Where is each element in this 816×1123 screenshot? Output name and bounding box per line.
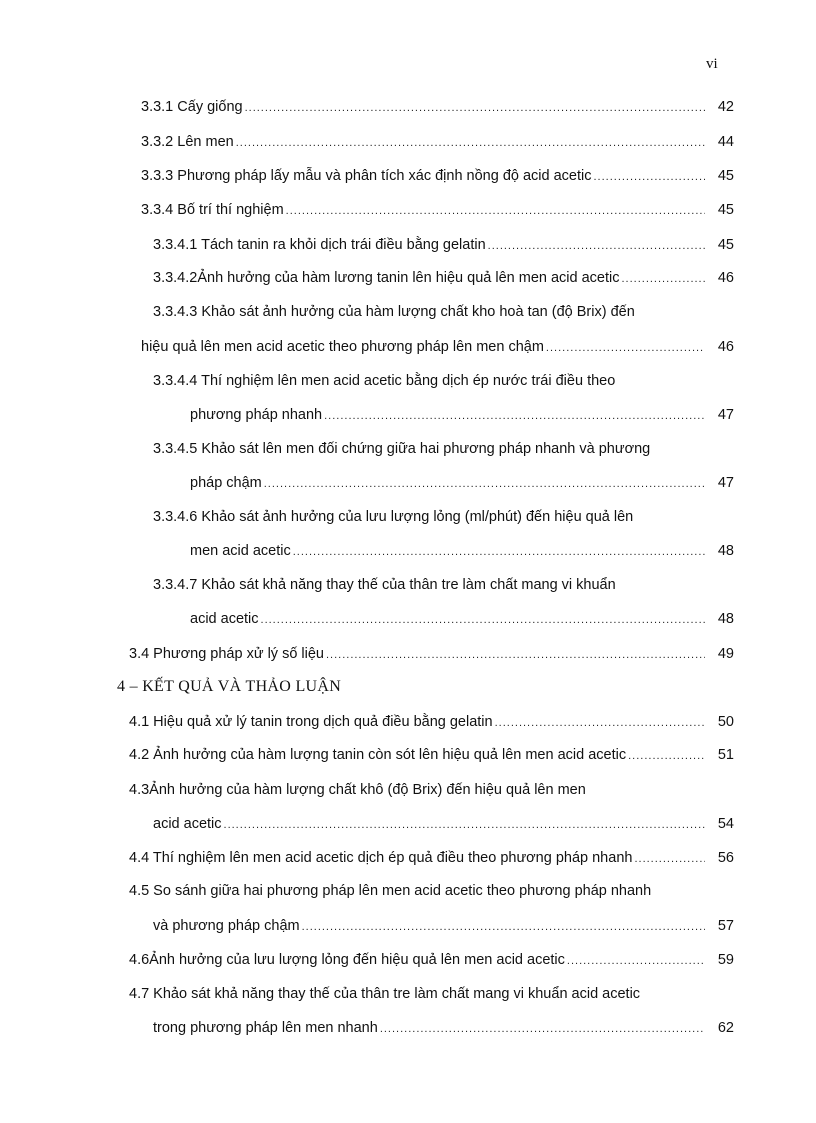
toc-entry[interactable]	[190, 541, 734, 562]
dot-leader	[245, 98, 705, 118]
toc-entry-label: 4.4 Thí nghiệm lên men acid acetic dịch ép quả điều theo phương pháp nhanh	[129, 850, 633, 866]
dot-leader	[293, 542, 705, 562]
toc-entry-page: 46	[717, 339, 734, 355]
toc-entry-page: 45	[717, 168, 734, 184]
toc-entry-label: 3.3.1 Cấy giống	[141, 99, 243, 115]
toc-entry-page: 47	[717, 475, 734, 491]
dot-leader	[495, 713, 705, 733]
toc-entry[interactable]	[129, 644, 734, 665]
dot-leader	[326, 645, 705, 665]
toc-entry-page: 46	[717, 270, 734, 286]
toc-entry[interactable]	[129, 712, 734, 733]
toc-entry-page: 42	[717, 99, 734, 115]
dot-leader	[628, 746, 705, 766]
toc-entry-page: 54	[717, 816, 734, 832]
toc-entry-label: và phương pháp chậm	[153, 918, 300, 934]
toc-entry[interactable]	[141, 200, 734, 221]
dot-leader	[380, 1019, 705, 1039]
toc-entry-label: acid acetic	[153, 816, 222, 832]
toc-entry[interactable]	[153, 814, 734, 835]
toc-entry-page: 48	[717, 543, 734, 559]
toc-entry-label: 4.1 Hiệu quả xử lý tanin trong dịch quả điều bằng gelatin	[129, 714, 493, 730]
page-number: vi	[706, 56, 718, 72]
dot-leader	[286, 201, 705, 221]
toc-entry[interactable]	[141, 337, 734, 358]
toc-entry[interactable]	[141, 166, 734, 187]
toc-entry-page: 45	[717, 237, 734, 253]
toc-entry-label: 3.3.4.1 Tách tanin ra khỏi dịch trái điều bằng gelatin	[153, 237, 486, 253]
dot-leader	[593, 167, 705, 187]
toc-entry-label: 3.3.4 Bố trí thí nghiệm	[141, 202, 284, 218]
toc-entry-page: 51	[717, 747, 734, 763]
toc-entry-label: trong phương pháp lên men nhanh	[153, 1020, 378, 1036]
toc-entry[interactable]	[141, 132, 734, 153]
dot-leader	[302, 917, 705, 937]
toc-entry[interactable]	[129, 848, 734, 869]
toc-entry-page: 49	[717, 646, 734, 662]
toc-entry-label-line1[interactable]: 4.3Ảnh hưởng của hàm lượng chất khô (độ Brix) đến hiệu quả lên men	[129, 782, 586, 798]
dot-leader	[634, 849, 705, 869]
toc-entry-label-line1[interactable]: 3.3.4.6 Khảo sát ảnh hưởng của lưu lượng lỏng (ml/phút) đến hiệu quả lên	[153, 509, 634, 525]
toc-entry-page: 50	[717, 714, 734, 730]
toc-entry-label: phương pháp nhanh	[190, 407, 323, 423]
chapter-heading[interactable]: 4 – KẾT QUẢ VÀ THẢO LUẬN	[117, 678, 342, 695]
toc-entry-label: 4.2 Ảnh hưởng của hàm lượng tanin còn sót lên hiệu quả lên men acid acetic	[129, 747, 627, 763]
toc-entry[interactable]	[129, 950, 734, 971]
toc-entry-label: 3.3.4.2Ảnh hưởng của hàm lương tanin lên hiệu quả lên men acid acetic	[153, 270, 620, 286]
toc-entry[interactable]	[190, 473, 734, 494]
toc-entry-label-line1[interactable]: 3.3.4.4 Thí nghiệm lên men acid acetic bằng dịch ép nước trái điều theo	[153, 373, 616, 389]
toc-entry-page: 47	[717, 407, 734, 423]
toc-entry[interactable]	[153, 235, 734, 256]
toc-entry-page: 56	[717, 850, 734, 866]
toc-entry-label-line1[interactable]: 3.3.4.7 Khảo sát khả năng thay thế của thân tre làm chất mang vi khuẩn	[153, 577, 616, 593]
dot-leader	[546, 338, 705, 358]
toc-entry-page: 62	[717, 1020, 734, 1036]
dot-leader	[488, 236, 705, 256]
toc-entry-label: hiệu quả lên men acid acetic theo phương pháp lên men chậm	[141, 339, 544, 355]
dot-leader	[264, 474, 705, 494]
toc-entry-page: 44	[717, 134, 734, 150]
toc-entry-label: men acid acetic	[190, 543, 291, 559]
toc-entry-label-line1[interactable]: 3.3.4.3 Khảo sát ảnh hưởng của hàm lượng chất kho hoà tan (độ Brix) đến	[153, 304, 635, 320]
toc-entry-page: 57	[717, 918, 734, 934]
toc-entry-label: 3.3.3 Phương pháp lấy mẫu và phân tích xác định nồng độ acid acetic	[141, 168, 592, 184]
toc-entry-label: acid acetic	[190, 611, 259, 627]
dot-leader	[236, 133, 705, 153]
toc-entry-label: 3.3.2 Lên men	[141, 134, 234, 150]
toc-entry-page: 48	[717, 611, 734, 627]
toc-entry[interactable]	[153, 916, 734, 937]
toc-entry-page: 45	[717, 202, 734, 218]
toc-entry-label: 4.6Ảnh hưởng của lưu lượng lỏng đến hiệu quả lên men acid acetic	[129, 952, 565, 968]
toc-entry[interactable]	[153, 268, 734, 289]
toc-entry[interactable]	[190, 609, 734, 630]
dot-leader	[324, 406, 705, 426]
dot-leader	[567, 951, 705, 971]
toc-entry[interactable]	[153, 1018, 734, 1039]
toc-entry[interactable]	[141, 97, 734, 118]
dot-leader	[261, 610, 705, 630]
toc-entry-label-line1[interactable]: 4.5 So sánh giữa hai phương pháp lên men acid acetic theo phương pháp nhanh	[129, 883, 652, 899]
dot-leader	[224, 815, 705, 835]
toc-entry[interactable]	[190, 405, 734, 426]
toc-entry-page: 59	[717, 952, 734, 968]
toc-entry-label-line1[interactable]: 4.7 Khảo sát khả năng thay thế của thân tre làm chất mang vi khuẩn acid acetic	[129, 986, 641, 1002]
dot-leader	[621, 269, 705, 289]
toc-entry[interactable]	[129, 745, 734, 766]
toc-entry-label: 3.4 Phương pháp xử lý số liệu	[129, 646, 324, 662]
toc-entry-label: pháp chậm	[190, 475, 262, 491]
toc-entry-label-line1[interactable]: 3.3.4.5 Khảo sát lên men đối chứng giữa hai phương pháp nhanh và phương	[153, 441, 651, 457]
